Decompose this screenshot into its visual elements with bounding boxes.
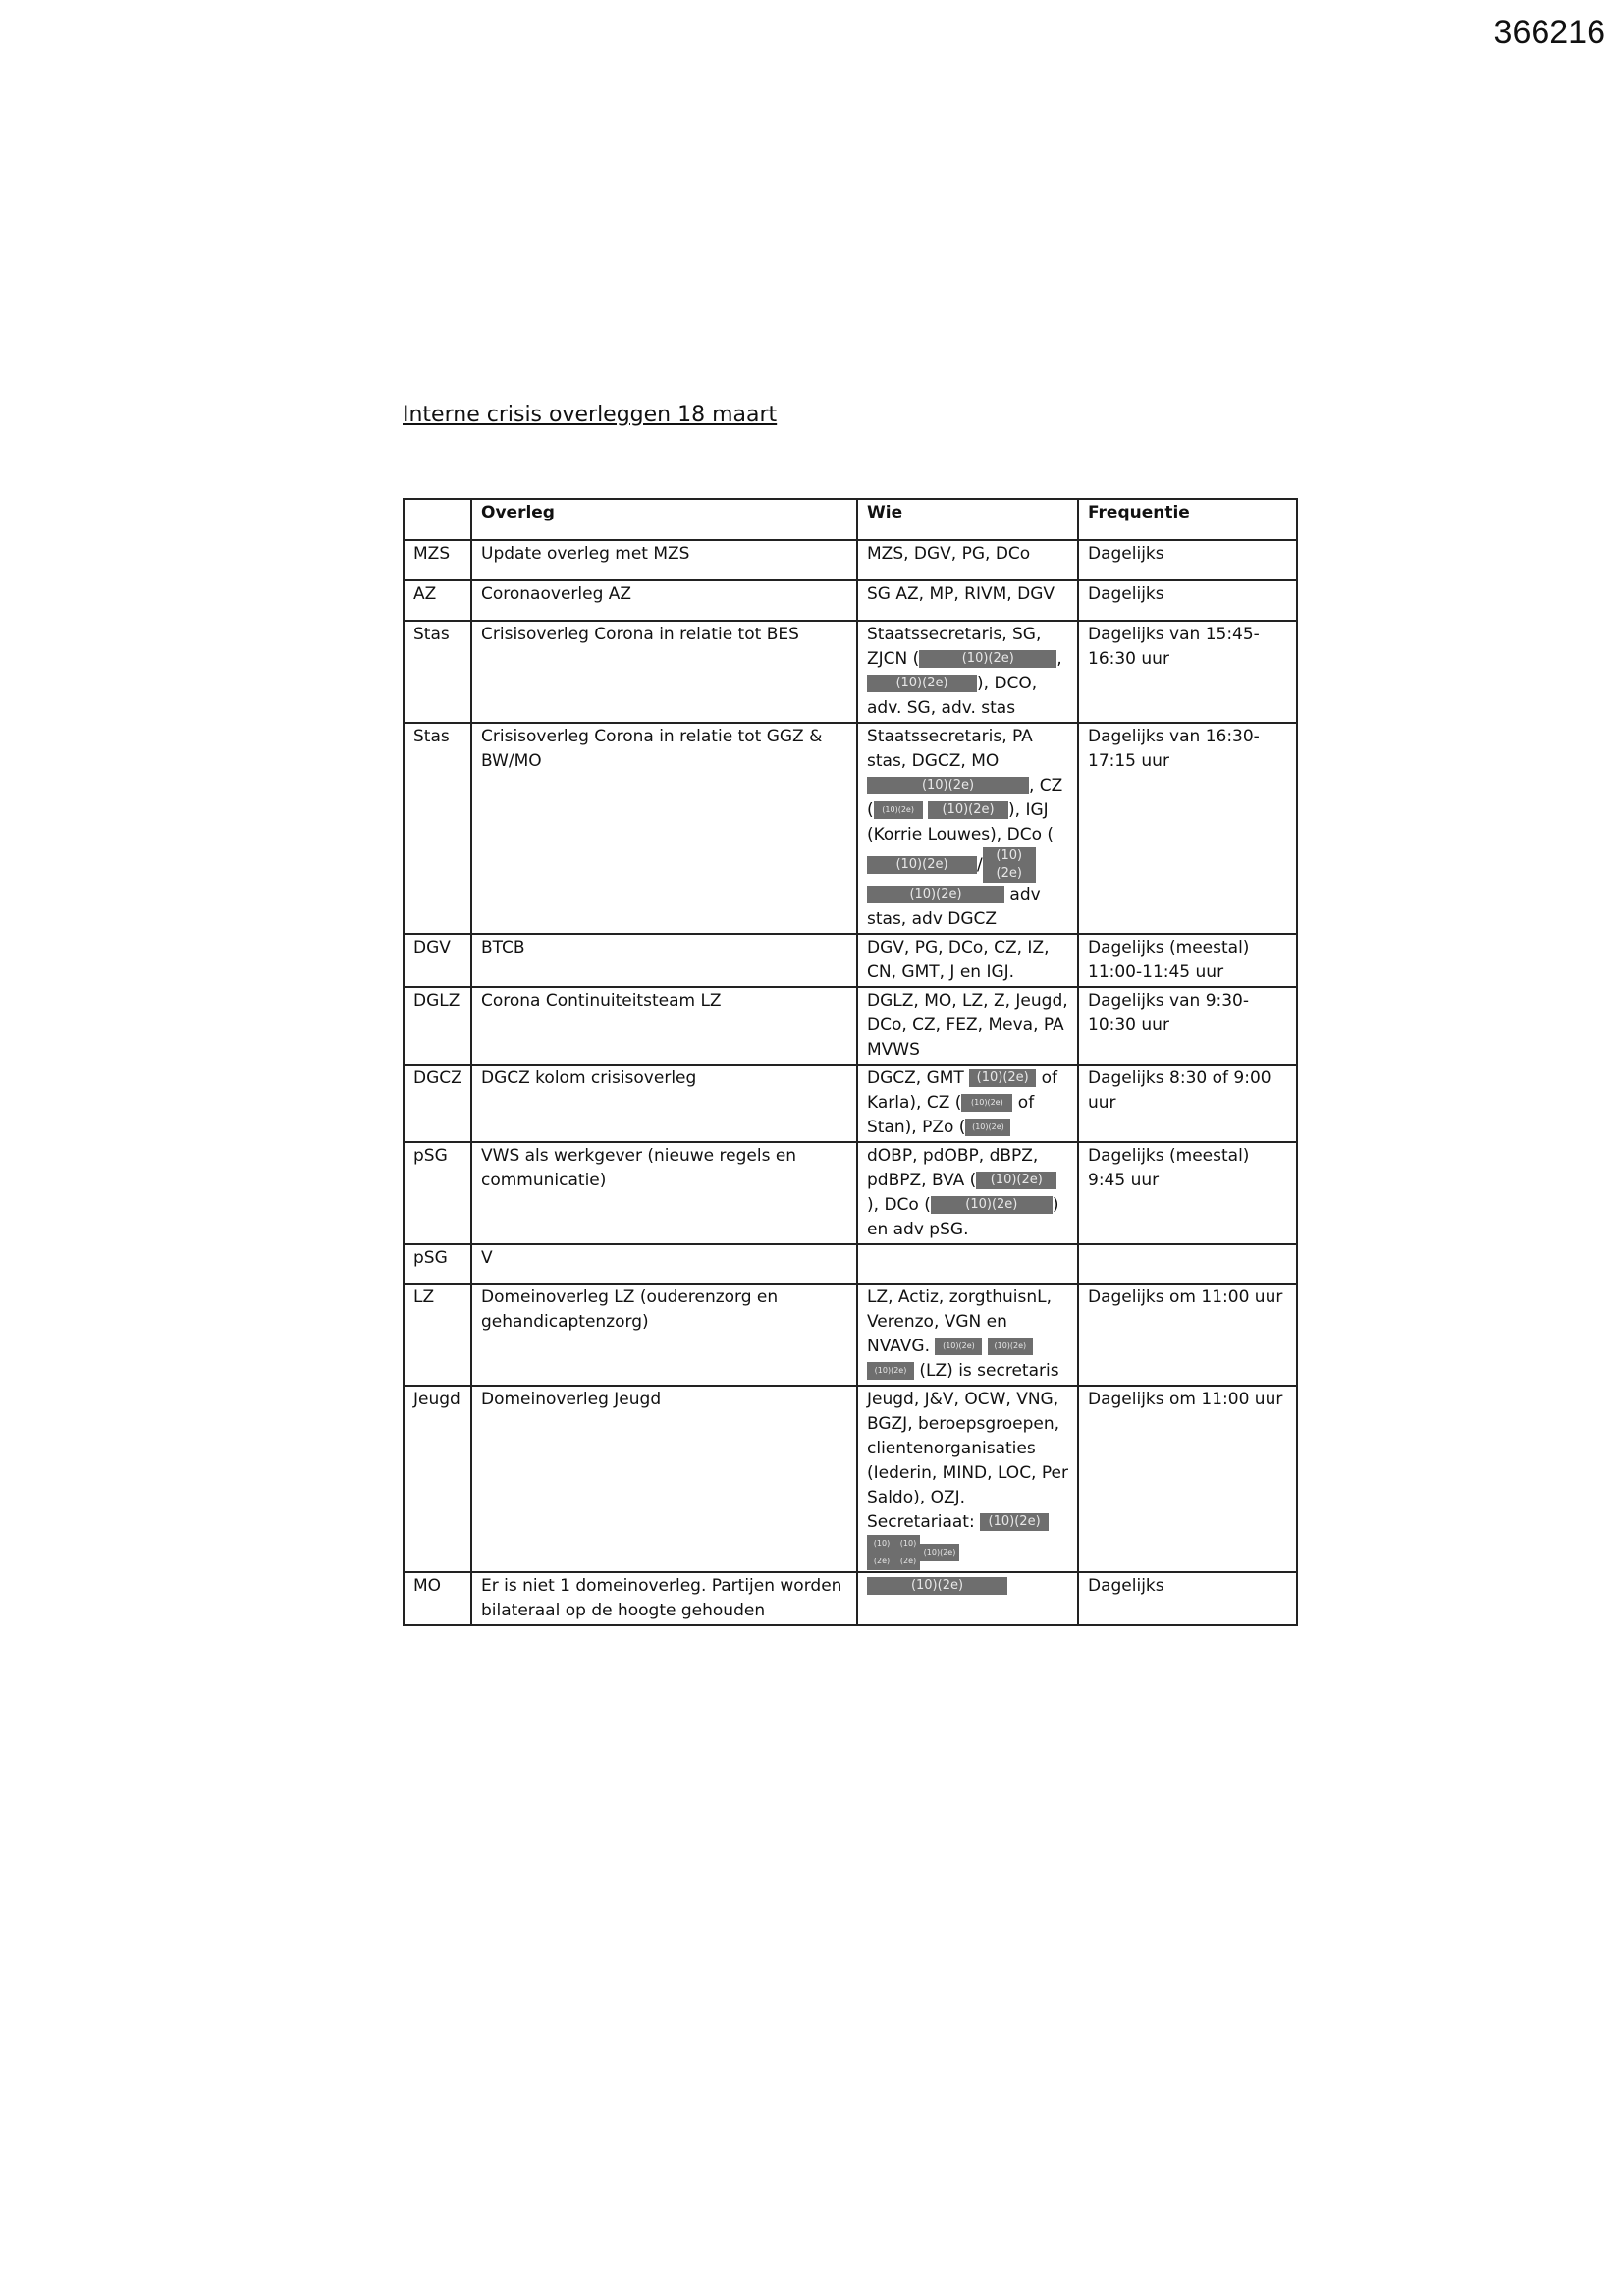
cell-wie [857, 1142, 1078, 1244]
redaction-box: (10)(2e) [976, 1172, 1056, 1189]
wie-text: of Karla), CZ ( [867, 1068, 1058, 1113]
cell-wie [857, 1386, 1078, 1572]
redaction-box: (10)(2e) [928, 801, 1008, 819]
table-header-row [404, 499, 1297, 540]
redaction-box: (10)(2e) [896, 1535, 920, 1570]
table-row [404, 987, 1297, 1065]
cell-wie: DGLZ, MO, LZ, Z, Jeugd, DCo, CZ, FEZ, Meva, PA MVWS [857, 987, 1078, 1065]
cell-frequentie: Dagelijks om 11:00 uur [1078, 1284, 1297, 1386]
redaction-box: (10)(2e) [935, 1338, 982, 1355]
table-row [404, 1065, 1297, 1142]
header-code [404, 499, 471, 540]
cell-wie: MZS, DGV, PG, DCo [857, 540, 1078, 580]
redaction-box: (10)(2e) [988, 1338, 1033, 1355]
cell-frequentie: Dagelijks (meestal) 9:45 uur [1078, 1142, 1297, 1244]
cell-wie [857, 1244, 1078, 1284]
cell-overleg: Crisisoverleg Corona in relatie tot GGZ & BW/MO [471, 723, 857, 934]
cell-code: Jeugd [404, 1386, 471, 1572]
redaction-box: (10)(2e) [867, 1535, 896, 1570]
wie-text: adv stas, adv DGCZ [867, 885, 1041, 929]
cell-wie [857, 1065, 1078, 1142]
redaction-box: (10)(2e) [867, 1577, 1007, 1595]
cell-overleg: BTCB [471, 934, 857, 987]
header-frequentie: Frequentie [1078, 499, 1297, 540]
cell-wie [857, 1284, 1078, 1386]
wie-text: of Stan), PZo ( [867, 1093, 1035, 1137]
cell-overleg: VWS als werkgever (nieuwe regels en communicatie) [471, 1142, 857, 1244]
wie-text: ) en adv pSG. [867, 1195, 1059, 1239]
cell-overleg: Domeinoverleg Jeugd [471, 1386, 857, 1572]
redaction-box: (10)(2e) [920, 1544, 959, 1561]
cell-code: pSG [404, 1142, 471, 1244]
cell-overleg: Crisisoverleg Corona in relatie tot BES [471, 621, 857, 723]
wie-text: ), IGJ (Korrie Louwes), DCo ( [867, 800, 1055, 845]
cell-code: Stas [404, 621, 471, 723]
cell-frequentie: Dagelijks [1078, 540, 1297, 580]
cell-frequentie [1078, 1244, 1297, 1284]
wie-text: ), DCo ( [867, 1195, 931, 1215]
cell-frequentie: Dagelijks van 16:30-17:15 uur [1078, 723, 1297, 934]
wie-text: LZ, Actiz, zorgthuisnL, Verenzo, VGN en NVAVG. [867, 1287, 1052, 1356]
header-wie: Wie [857, 499, 1078, 540]
redaction-box: (10)(2e) [969, 1069, 1036, 1087]
wie-text: Staatssecretaris, SG, ZJCN ( [867, 625, 1042, 669]
cell-overleg: DGCZ kolom crisisoverleg [471, 1065, 857, 1142]
redaction-box: (10)(2e) [919, 650, 1056, 668]
table-row [404, 580, 1297, 621]
cell-code: DGV [404, 934, 471, 987]
cell-code: Stas [404, 723, 471, 934]
wie-text: , [1056, 649, 1062, 669]
cell-wie [857, 1572, 1078, 1625]
cell-code: MO [404, 1572, 471, 1625]
table-row [404, 1244, 1297, 1284]
cell-frequentie: Dagelijks van 15:45-16:30 uur [1078, 621, 1297, 723]
cell-frequentie: Dagelijks 8:30 of 9:00 uur [1078, 1065, 1297, 1142]
redaction-box: (10)(2e) [961, 1094, 1012, 1112]
wie-text: dOBP, pdOBP, dBPZ, pdBPZ, BVA ( [867, 1146, 1039, 1190]
wie-text: Staatssecretaris, PA stas, DGCZ, MO [867, 727, 1033, 771]
redaction-box: (10)(2e) [983, 847, 1036, 883]
wie-text: / [977, 855, 983, 875]
redaction-box: (10)(2e) [867, 856, 977, 874]
cell-wie [857, 621, 1078, 723]
document-number: 366216 [1493, 14, 1605, 51]
cell-frequentie: Dagelijks [1078, 1572, 1297, 1625]
redaction-box: (10)(2e) [965, 1119, 1010, 1136]
cell-overleg: Er is niet 1 domeinoverleg. Partijen worden bilateraal op de hoogte gehouden [471, 1572, 857, 1625]
wie-text: DGCZ, GMT [867, 1068, 970, 1088]
table-row [404, 1142, 1297, 1244]
redaction-box: (10)(2e) [867, 675, 977, 692]
cell-overleg: Corona Continuiteitsteam LZ [471, 987, 857, 1065]
cell-frequentie: Dagelijks [1078, 580, 1297, 621]
table-row [404, 934, 1297, 987]
table-row [404, 723, 1297, 934]
cell-wie: DGV, PG, DCo, CZ, IZ, CN, GMT, J en IGJ. [857, 934, 1078, 987]
table-row [404, 540, 1297, 580]
redaction-box: (10)(2e) [980, 1513, 1049, 1531]
redaction-box: (10)(2e) [867, 777, 1029, 794]
cell-overleg: Coronaoverleg AZ [471, 580, 857, 621]
meetings-table [403, 498, 1298, 1626]
cell-frequentie: Dagelijks van 9:30-10:30 uur [1078, 987, 1297, 1065]
redaction-box: (10)(2e) [931, 1196, 1053, 1214]
cell-code: DGLZ [404, 987, 471, 1065]
cell-wie: SG AZ, MP, RIVM, DGV [857, 580, 1078, 621]
wie-text: , CZ ( [867, 776, 1063, 820]
table-row [404, 1284, 1297, 1386]
cell-overleg: V [471, 1244, 857, 1284]
document-title: Interne crisis overleggen 18 maart [403, 403, 778, 427]
wie-text: (LZ) is secretaris [914, 1361, 1059, 1381]
cell-overleg: Domeinoverleg LZ (ouderenzorg en gehandicaptenzorg) [471, 1284, 857, 1386]
cell-code: DGCZ [404, 1065, 471, 1142]
wie-text: Jeugd, J&V, OCW, VNG, BGZJ, beroepsgroepen, clientenorganisaties (Iederin, MIND, LOC, Per Saldo), OZJ. Secretariaat: [867, 1390, 1068, 1532]
cell-frequentie: Dagelijks (meestal) 11:00-11:45 uur [1078, 934, 1297, 987]
cell-code: MZS [404, 540, 471, 580]
header-overleg: Overleg [471, 499, 857, 540]
redaction-box: (10)(2e) [874, 801, 923, 819]
wie-text: ), DCO, adv. SG, adv. stas [867, 674, 1038, 718]
table-row [404, 621, 1297, 723]
table-row [404, 1572, 1297, 1625]
cell-code: LZ [404, 1284, 471, 1386]
redaction-box: (10)(2e) [867, 1362, 914, 1380]
cell-code: AZ [404, 580, 471, 621]
cell-wie [857, 723, 1078, 934]
cell-code: pSG [404, 1244, 471, 1284]
cell-overleg: Update overleg met MZS [471, 540, 857, 580]
cell-frequentie: Dagelijks om 11:00 uur [1078, 1386, 1297, 1572]
table-row [404, 1386, 1297, 1572]
redaction-box: (10)(2e) [867, 886, 1004, 903]
